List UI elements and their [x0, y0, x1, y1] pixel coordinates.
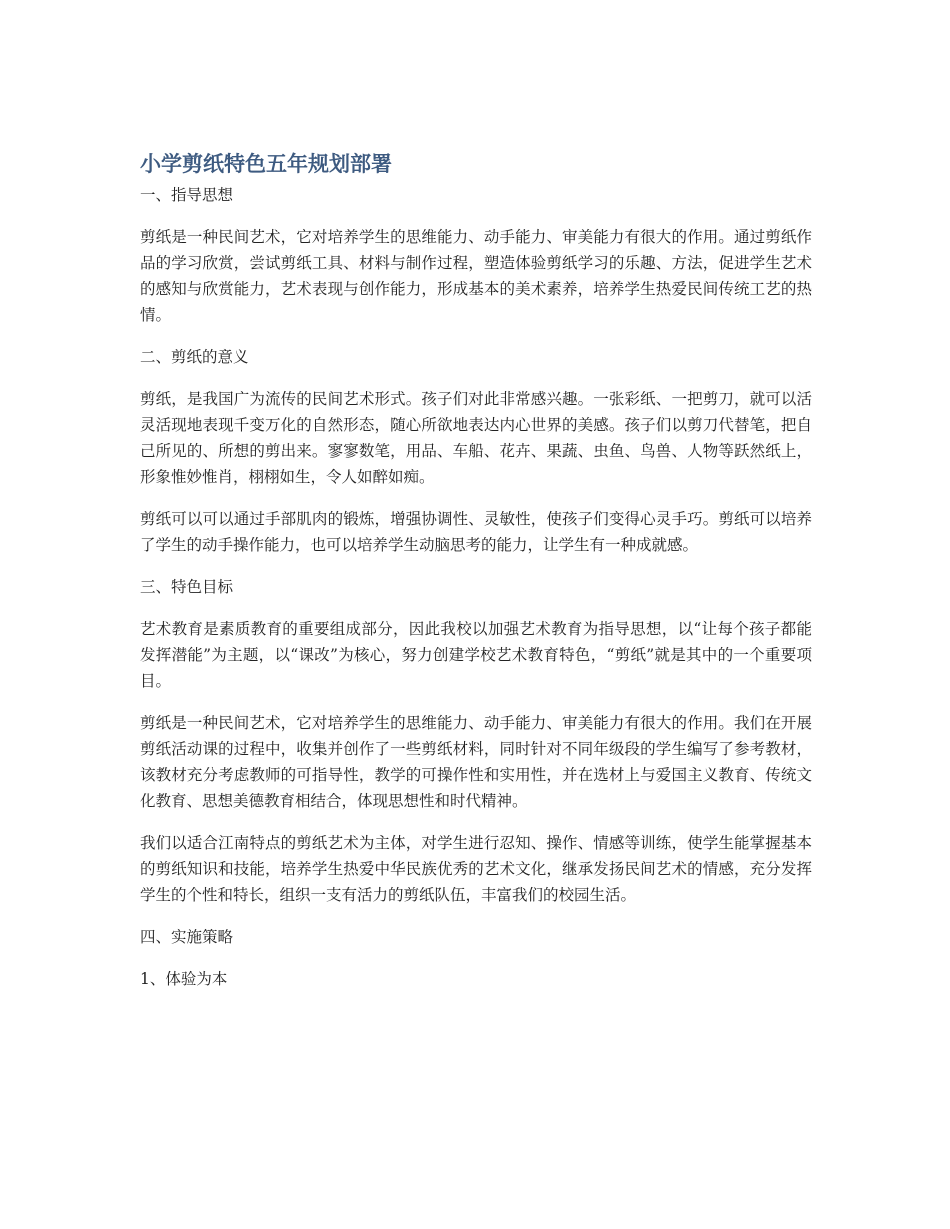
document-title: 小学剪纸特色五年规划部署 — [140, 152, 392, 176]
heading-guiding-thought: 一、指导思想 — [140, 186, 234, 204]
heading-meaning: 二、剪纸的意义 — [140, 348, 249, 366]
document-page — [140, 148, 812, 1008]
paragraph-goals-3: 我们以适合江南特点的剪纸艺术为主体，对学生进行忍知、操作、情感等训练，使学生能掌握基本的剪纸知识和技能，培养学生热爱中华民族优秀的艺术文化，继承发扬民间艺术的情感，充分发挥学生的个性和特长，组织一支有活力的剪纸队伍，丰富我们的校园生活。 — [140, 834, 812, 904]
paragraph-meaning-1: 剪纸，是我国广为流传的民间艺术形式。孩子们对此非常感兴趣。一张彩纸、一把剪刀，就可以活灵活现地表现千变万化的自然形态，随心所欲地表达内心世界的美感。孩子们以剪刀代替笔，把自己所见的、所想的剪出来。寥寥数笔，用品、车船、花卉、果蔬、虫鱼、鸟兽、人物等跃然纸上，形象惟妙惟肖，栩栩如生，令人如醉如痴。 — [140, 390, 812, 486]
paragraph-goals-1: 艺术教育是素质教育的重要组成部分，因此我校以加强艺术教育为指导思想，以“让每个孩子都能发挥潜能”为主题，以“课改”为核心，努力创建学校艺术教育特色，“剪纸”就是其中的一个重要项目。 — [140, 620, 812, 690]
heading-goals: 三、特色目标 — [140, 578, 234, 596]
subheading-experience: 1、体验为本 — [140, 970, 228, 988]
paragraph-guiding-thought: 剪纸是一种民间艺术，它对培养学生的思维能力、动手能力、审美能力有很大的作用。通过剪纸作品的学习欣赏，尝试剪纸工具、材料与制作过程，塑造体验剪纸学习的乐趣、方法，促进学生艺术的感知与欣赏能力，艺术表现与创作能力，形成基本的美术素养，培养学生热爱民间传统工艺的热情。 — [140, 228, 812, 324]
paragraph-meaning-2: 剪纸可以可以通过手部肌肉的锻炼，增强协调性、灵敏性，使孩子们变得心灵手巧。剪纸可以培养了学生的动手操作能力，也可以培养学生动脑思考的能力，让学生有一种成就感。 — [140, 510, 812, 554]
paragraph-goals-2: 剪纸是一种民间艺术，它对培养学生的思维能力、动手能力、审美能力有很大的作用。我们在开展剪纸活动课的过程中，收集并创作了一些剪纸材料，同时针对不同年级段的学生编写了参考教材，该教材充分考虑教师的可指导性，教学的可操作性和实用性，并在选材上与爱国主义教育、传统文化教育、思想美德教育相结合，体现思想性和时代精神。 — [140, 714, 812, 810]
heading-strategy: 四、实施策略 — [140, 928, 234, 946]
